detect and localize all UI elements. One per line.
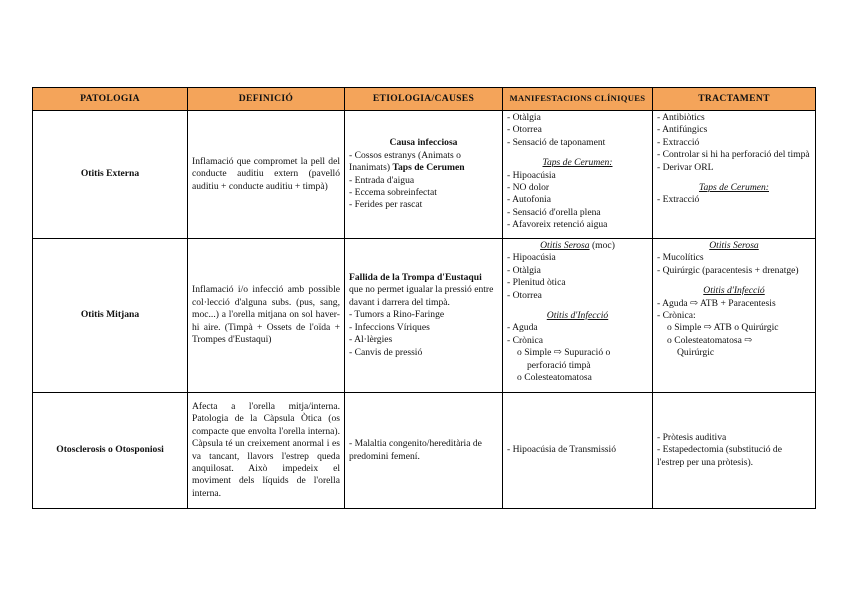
etiology-title: Causa infecciosa: [389, 137, 458, 149]
list-item: - Tumors a Rino-Faringe: [349, 309, 445, 321]
list-item: - Entrada d'aigua: [349, 174, 415, 186]
list-item: perforació timpà: [527, 359, 591, 371]
pathology-name: Otosclerosis o Otosponiosi: [33, 393, 188, 509]
list-item: - Cossos estranys (Animats o Inanimats): [349, 149, 461, 174]
table-row: [33, 393, 816, 509]
list-item: - Pròtesis auditiva: [657, 431, 727, 443]
etiology-title: Fallida de la Trompa d'Eustaqui: [349, 272, 482, 284]
subsection-title: Taps de Cerumen:: [542, 157, 613, 169]
etiology-cell: [345, 111, 503, 239]
header-definicio: DEFINICIÓ: [188, 88, 345, 111]
pathology-name: Otitis Mitjana: [33, 239, 188, 393]
table-row: [33, 111, 816, 239]
subsection-title: Taps de Cerumen:: [699, 182, 769, 194]
etiology-cell: - Malaltia congenito/hereditària de predomini femení.: [345, 393, 503, 509]
table-row: [33, 239, 816, 393]
list-item: - Sensació de taponament: [507, 136, 606, 148]
definition-cell: Inflamació i/o infecció amb possible col·lecció d'alguna subs. (pus, sang, moc...) a l'orella mitjana on sol haver-hi aire. (Timpà + Ossets de l'oïda + Trompes d'Eustaqui): [188, 239, 345, 393]
etiology-description: que no permet igualar la pressió entre davant i darrera del timpà.: [349, 284, 494, 308]
definition-cell: Afecta a l'orella mitja/interna. Patologia de la Càpsula Òtica (os compacte que envolta l'orella interna). Càpsula té un creixement anormal i es va tancant, llavors l'estrep queda anquilosat. Això impedeix el moviment dels líquids de l'orella interna.: [188, 393, 345, 509]
list-item: - Ferides per rascat: [349, 199, 423, 211]
manifestations-cell: - Hipoacúsia de Transmissió: [503, 393, 653, 509]
subsection-title: Otitis d'Infecció: [703, 285, 765, 297]
list-item: - Eccema sobreinfectat: [349, 186, 437, 198]
list-item: - Aguda: [507, 322, 538, 334]
treatment-cell: [653, 393, 816, 509]
treatment-cell: [653, 111, 816, 239]
list-item: - Hipoacúsia: [507, 169, 556, 181]
list-item: - Extracció: [657, 136, 700, 148]
subsection-title: Otitis Serosa: [540, 240, 590, 251]
list-item: - Otorrea: [507, 289, 542, 301]
header-tractament: TRACTAMENT: [653, 88, 816, 111]
list-item: - Crònica: [507, 334, 543, 346]
list-item: - Canvis de pressió: [349, 346, 423, 358]
list-item: o Colesteatomatosa: [517, 372, 592, 384]
manifestations-cell: [503, 111, 653, 239]
treatment-cell: [653, 239, 816, 393]
definition-cell: Inflamació que compromet la pell del conducte auditiu extern (pavelló auditiu + conducte auditiu + timpà): [188, 111, 345, 239]
subsection-title: Otitis d'Infecció: [546, 310, 609, 322]
list-item: - Antifúngics: [657, 124, 708, 136]
list-item: - Antibiòtics: [657, 112, 705, 123]
list-item: - Hipoacúsia: [507, 252, 556, 264]
etiology-cell: [345, 239, 503, 393]
pathology-name: Otitis Externa: [33, 111, 188, 239]
list-item: - Sensació d'orella plena: [507, 206, 601, 218]
list-item: o Simple ⇨ ATB o Quirúrgic: [667, 322, 779, 334]
list-item: - Crònica:: [657, 310, 696, 322]
list-item: - Otàlgia: [507, 264, 541, 276]
subsection-title: Otitis Serosa: [709, 240, 759, 251]
list-item: Taps de Cerumen: [392, 162, 465, 174]
header-row: [33, 88, 816, 111]
header-manifestacions: MANIFESTACIONS CLÍNIQUES: [503, 88, 653, 111]
list-item: - Estapedectomia (substitució de l'estrep per una pròtesis).: [657, 444, 782, 468]
list-item: - Afavoreix retenció aigua: [507, 219, 608, 231]
list-item: - NO dolor: [507, 182, 550, 194]
list-item: - Controlar si hi ha perforació del timpà: [657, 149, 810, 161]
list-item: - Aguda ⇨ ATB + Paracentesis: [657, 297, 776, 309]
list-item: - Derivar ORL: [657, 161, 714, 173]
list-item: o Simple ⇨ Supuració o: [517, 347, 611, 359]
list-item: - Autofonia: [507, 194, 551, 206]
header-etiologia: ETIOLOGIA/CAUSES: [345, 88, 503, 111]
header-patologia: PATOLOGIA: [33, 88, 188, 111]
list-item: - Otorrea: [507, 124, 542, 136]
list-item: - Quirúrgic (paracentesis + drenatge): [657, 264, 799, 276]
list-item: - Plenitud òtica: [507, 277, 566, 289]
list-item: - Extracció: [657, 194, 700, 206]
list-item: Quirúrgic: [677, 347, 715, 359]
list-item: - Al·lèrgies: [349, 334, 393, 346]
list-item: - Infeccions Víriques: [349, 321, 430, 333]
list-item: o Colesteatomatosa ⇨: [667, 334, 753, 346]
list-item: - Mucolítics: [657, 252, 704, 264]
subsection-note: (moc): [589, 240, 615, 251]
pathology-table: [32, 87, 816, 509]
list-item: - Otàlgia: [507, 112, 541, 123]
manifestations-cell: [503, 239, 653, 393]
